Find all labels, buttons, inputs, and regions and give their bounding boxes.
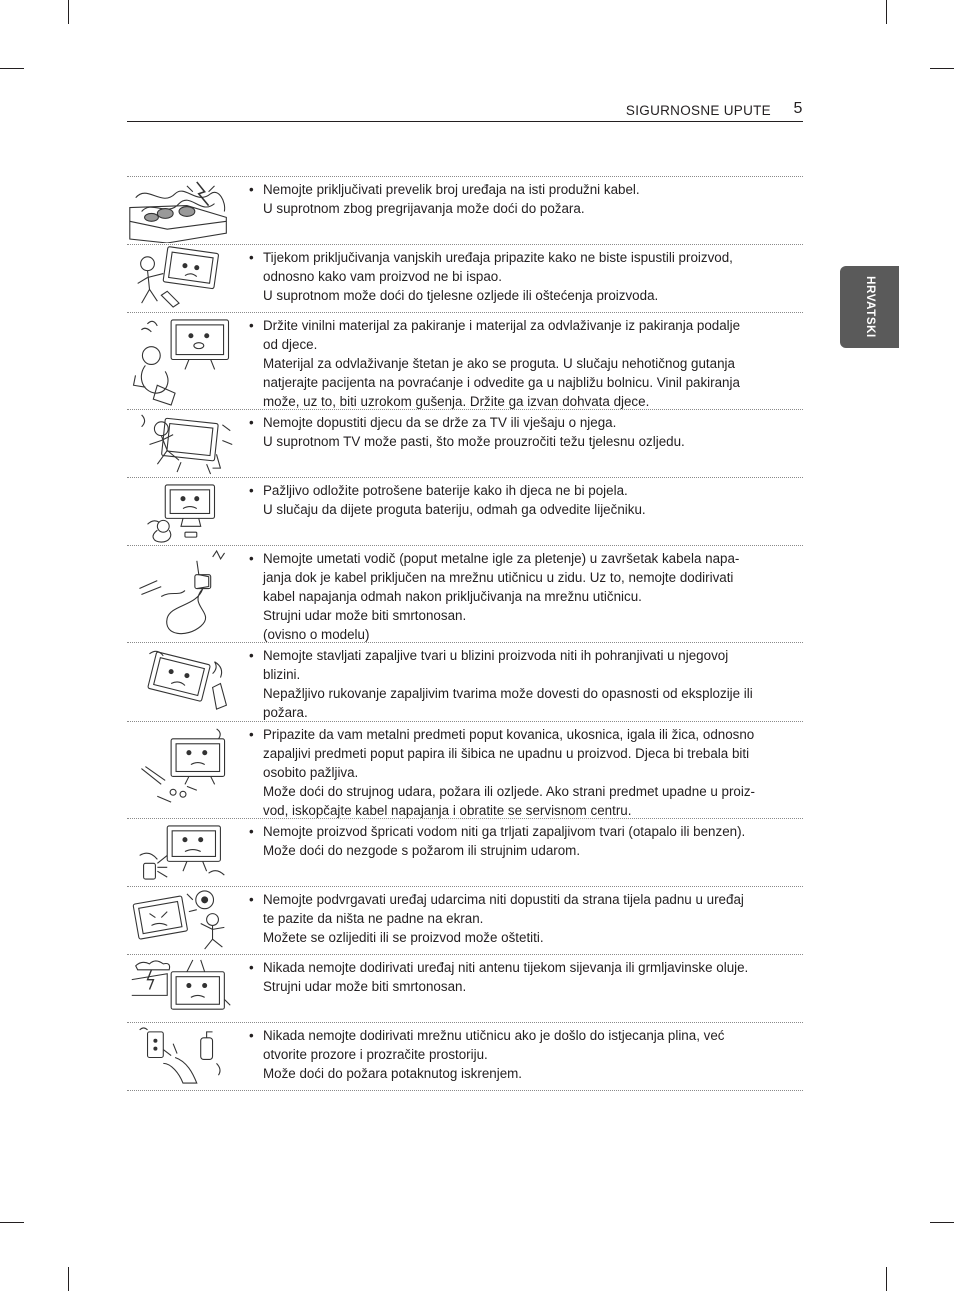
crop-mark <box>930 1222 954 1223</box>
text-line: U suprotnom zbog pregrijavanja može doći do požara. <box>263 201 585 216</box>
safety-instructions-list <box>127 176 803 1091</box>
overloaded-power-strip-icon <box>127 178 237 243</box>
child-climbing-tv-icon <box>127 411 237 476</box>
safety-row <box>127 721 803 818</box>
text-line: otvorite prozore i prozračite prostoriju. <box>263 1047 488 1062</box>
text-line: • Nikada nemojte dodirivati uređaj niti antenu tijekom sijevanja ili grmljavinske oluje. <box>249 960 749 975</box>
metal-objects-tv-icon <box>127 723 237 817</box>
text-line: Strujni udar može biti smrtonosan. <box>263 608 467 623</box>
text-line: • Nemojte proizvod špricati vodom niti ga trljati zapaljivom tvari (otapalo ili benzen). <box>249 824 746 839</box>
safety-row <box>127 409 803 477</box>
text-line: • Nemojte dopustiti djecu da se drže za TV ili vješaju o njega. <box>249 415 617 430</box>
text-line: Može doći do strujnog udara, požara ili ozljede. Ako strani predmet upadne u proiz- <box>263 784 756 799</box>
flammable-near-tv-icon <box>127 644 237 720</box>
text-line: • Nikada nemojte dodirivati mrežnu utičnicu ako je došlo do istjecanja plina, već <box>249 1028 725 1043</box>
text-line: može, uz to, biti uzrokom gušenja. Držite ga izvan dohvata djece. <box>263 394 650 409</box>
safety-text <box>249 646 813 722</box>
safety-text <box>249 890 813 947</box>
crop-mark <box>886 0 887 24</box>
text-line: janja dok je kabel priključen na mrežnu utičnicu u zidu. Uz to, nemojte dodirivati <box>263 570 734 585</box>
safety-row <box>127 642 803 721</box>
safety-text <box>249 248 813 305</box>
gas-leak-outlet-icon <box>127 1024 237 1089</box>
text-line: U slučaju da dijete proguta bateriju, odmah ga odvedite liječniku. <box>263 502 646 517</box>
text-line: Možete se ozlijediti ili se proizvod može oštetiti. <box>263 930 544 945</box>
text-line: te pazite da ništa ne padne na ekran. <box>263 911 484 926</box>
language-tab <box>840 266 899 348</box>
text-line: • Držite vinilni materijal za pakiranje i materijal za odvlaživanje iz pakiranja podalje <box>249 318 741 333</box>
crop-mark <box>886 1267 887 1291</box>
safety-text <box>249 725 813 820</box>
text-line: Može doći do nezgode s požarom ili strujnim udarom. <box>263 843 581 858</box>
safety-text <box>249 413 813 451</box>
safety-row <box>127 1022 803 1091</box>
text-line: kabel napajanja odmah nakon priključivanja na mrežnu utičnicu. <box>263 589 642 604</box>
header-rule <box>127 121 803 122</box>
safety-row <box>127 545 803 642</box>
text-line: Strujni udar može biti smrtonosan. <box>263 979 467 994</box>
text-line: požara. <box>263 705 308 720</box>
text-line: U suprotnom TV može pasti, što može prouzročiti težu tjelesnu ozljedu. <box>263 434 685 449</box>
language-tab-label: HRVATSKI <box>863 276 876 338</box>
text-line: odnosno kako vam proizvod ne bi ispao. <box>263 269 502 284</box>
crop-mark <box>0 68 24 69</box>
text-line: natjerajte pacijenta na povraćanje i odvedite ga u najbližu bolnicu. Vinil pakiranja <box>263 375 740 390</box>
safety-row <box>127 818 803 886</box>
safety-text <box>249 180 813 218</box>
safety-text <box>249 822 813 860</box>
safety-row <box>127 176 803 244</box>
safety-text <box>249 481 813 519</box>
bullet: • <box>249 182 254 197</box>
crop-mark <box>0 1222 24 1223</box>
text-line: od djece. <box>263 337 318 352</box>
text-line: vod, iskopčajte kabel napajanja i obratite se servisnom centru. <box>263 803 632 818</box>
section-title: SIGURNOSNE UPUTE <box>625 103 771 118</box>
text-line: • Pripazite da vam metalni predmeti poput kovanica, ukosnica, igala ili žica, odnosno <box>249 727 755 742</box>
text-line: • Nemojte umetati vodič (poput metalne igle za pletenje) u završetak kabela napa- <box>249 551 740 566</box>
safety-text <box>249 549 813 644</box>
ball-hitting-tv-icon <box>127 888 237 953</box>
crop-mark <box>68 1267 69 1291</box>
text-line: blizini. <box>263 667 301 682</box>
text-line: • Nemojte priključivati prevelik broj uređaja na isti produžni kabel. <box>249 182 640 197</box>
text-line: • Nemojte podvrgavati uređaj udarcima niti dopustiti da strana tijela padnu u uređaj <box>249 892 744 907</box>
lightning-storm-tv-icon <box>127 956 237 1021</box>
text-line: osobito pažljiva. <box>263 765 359 780</box>
safety-text <box>249 958 813 996</box>
crop-mark <box>930 68 954 69</box>
text-line: • Nemojte stavljati zapaljive tvari u blizini proizvoda niti ih pohranjivati u njegovoj <box>249 648 729 663</box>
page-number: 5 <box>793 100 803 117</box>
spraying-water-tv-icon <box>127 820 237 885</box>
text-line: Može doći do požara potaknutog iskrenjem. <box>263 1066 523 1081</box>
text-line: Nepažljivo rukovanje zapaljivim tvarima može dovesti do opasnosti od eksplozije ili <box>263 686 753 701</box>
safety-row <box>127 886 803 954</box>
text-line: (ovisno o modelu) <box>263 627 370 642</box>
safety-text <box>249 316 813 411</box>
child-battery-icon <box>127 479 237 544</box>
safety-row <box>127 244 803 312</box>
text-line: Materijal za odvlaživanje štetan je ako se proguta. U slučaju nehotičnog gutanja <box>263 356 735 371</box>
text-line: • Tijekom priključivanja vanjskih uređaja pripazite kako ne biste ispustili proizvod, <box>249 250 733 265</box>
text-line: • Pažljivo odložite potrošene baterije kako ih djeca ne bi pojela. <box>249 483 628 498</box>
dropping-tv-icon <box>127 246 237 311</box>
safety-text <box>249 1026 813 1083</box>
child-plastic-bag-icon <box>127 314 237 408</box>
text-line: zapaljivi predmeti poput papira ili šibica ne upadnu u proizvod. Djeca bi trebala biti <box>263 746 750 761</box>
crop-mark <box>68 0 69 24</box>
safety-row <box>127 954 803 1022</box>
safety-row <box>127 477 803 545</box>
safety-row <box>127 312 803 409</box>
cable-needle-icon <box>127 547 237 641</box>
text-line: U suprotnom može doći do tjelesne ozljede ili oštećenja proizvoda. <box>263 288 659 303</box>
